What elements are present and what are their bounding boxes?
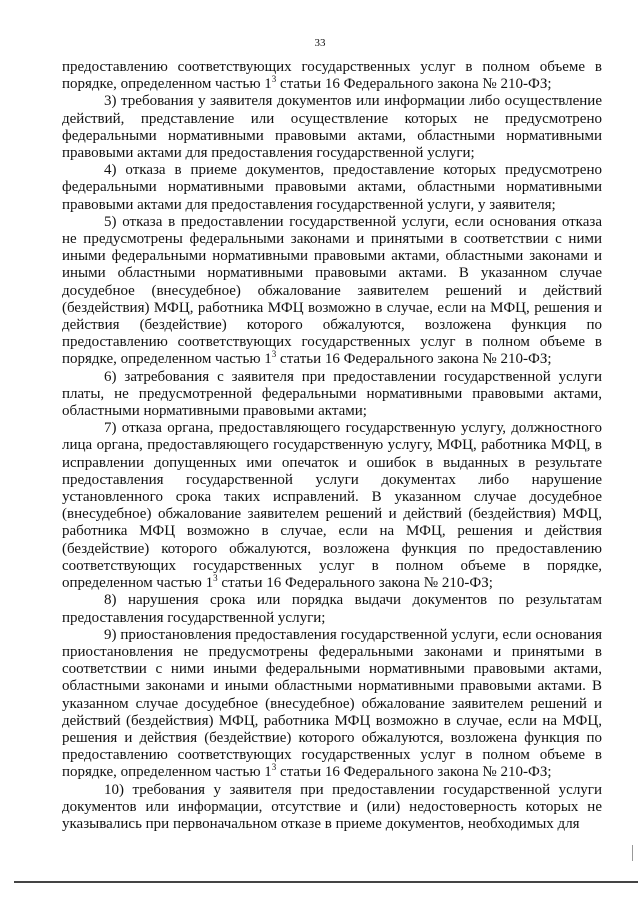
paragraph-item-7: 7) отказа органа, предоставляющего государственную услугу, должностного лица органа, предоставляющего государственную услугу, МФЦ, работника МФЦ, в исправлении допущенных ими опечаток и ошибок в выданных в результате предоставления государственной услуги документах либо нарушение установленного срока таких исправлений. В указанном случае досудебное (внесудебное) обжалование заявителем решений и действий (бездействия) МФЦ, работника МФЦ возможно в случае, если на МФЦ, решения и действия (бездействие) которого обжалуются, возложена функция по предоставлению соответствующих государственных услуг в полном объеме в порядке, определенном частью $1^3$ статьи 16 Федерального закона № 210-ФЗ; xyxy=(62,420,602,592)
page-number: 33 xyxy=(314,37,326,49)
paragraph-item-6: 6) затребования с заявителя при предоставлении государственной услуги платы, не предусмотренной федеральными нормативными правовыми актами, областными нормативными правовыми актами; xyxy=(62,368,602,420)
paragraph-continuation: предоставлению соответствующих государственных услуг в полном объеме в порядке, определенном частью $1^3$ статьи 16 Федерального закона № 210-ФЗ; xyxy=(62,59,602,93)
document-body xyxy=(62,59,602,833)
paragraph-item-8: 8) нарушения срока или порядка выдачи документов по результатам предоставления государственной услуги; xyxy=(62,592,602,626)
paragraph-item-3: 3) требования у заявителя документов или информации либо осуществление действий, представление или осуществление которых не предусмотрено федеральными нормативными правовыми актами, областными нормативными правовыми актами для предоставления государственной услуги; xyxy=(62,93,602,162)
paragraph-item-10: 10) требования у заявителя при предоставлении государственной услуги документов или информации, отсутствие и (или) недостоверность которых не указывались при первоначальном отказе в приеме документов, необходимых для xyxy=(62,781,602,832)
paragraph-item-9: 9) приостановления предоставления государственной услуги, если основания приостановления не предусмотрены федеральными законами и принятыми в соответствии с ними иными федеральными нормативными правовыми актами, областными законами и иными областными нормативными правовыми актами. В указанном случае досудебное (внесудебное) обжалование заявителем решений и действий (бездействия) МФЦ, работника МФЦ возможно в случае, если на МФЦ, решения и действия (бездействие) которого обжалуются, возложена функция по предоставлению соответствующих государственных услуг в полном объеме в порядке, определенном частью $1^3$ статьи 16 Федерального закона № 210-ФЗ; xyxy=(62,626,602,781)
scan-margin-mark xyxy=(632,845,633,861)
paragraph-item-4: 4) отказа в приеме документов, предоставление которых предусмотрено федеральными нормативными правовыми актами, областными нормативными правовыми актами для предоставления государственной услуги, у заявителя; xyxy=(62,162,602,213)
paragraph-item-5: 5) отказа в предоставлении государственной услуги, если основания отказа не предусмотрены федеральными законами и принятыми в соответствии с ними иными федеральными нормативными правовыми актами, областными законами и иными областными нормативными правовыми актами. В указанном случае досудебное (внесудебное) обжалование заявителем решений и действий (бездействия) МФЦ, работника МФЦ возможно в случае, если на МФЦ, решения и действия (бездействие) которого обжалуются, возложена функция по предоставлению соответствующих государственных услуг в полном объеме в порядке, определенном частью $1^3$ статьи 16 Федерального закона № 210-ФЗ; xyxy=(62,213,602,368)
page-bottom-edge xyxy=(14,881,638,883)
